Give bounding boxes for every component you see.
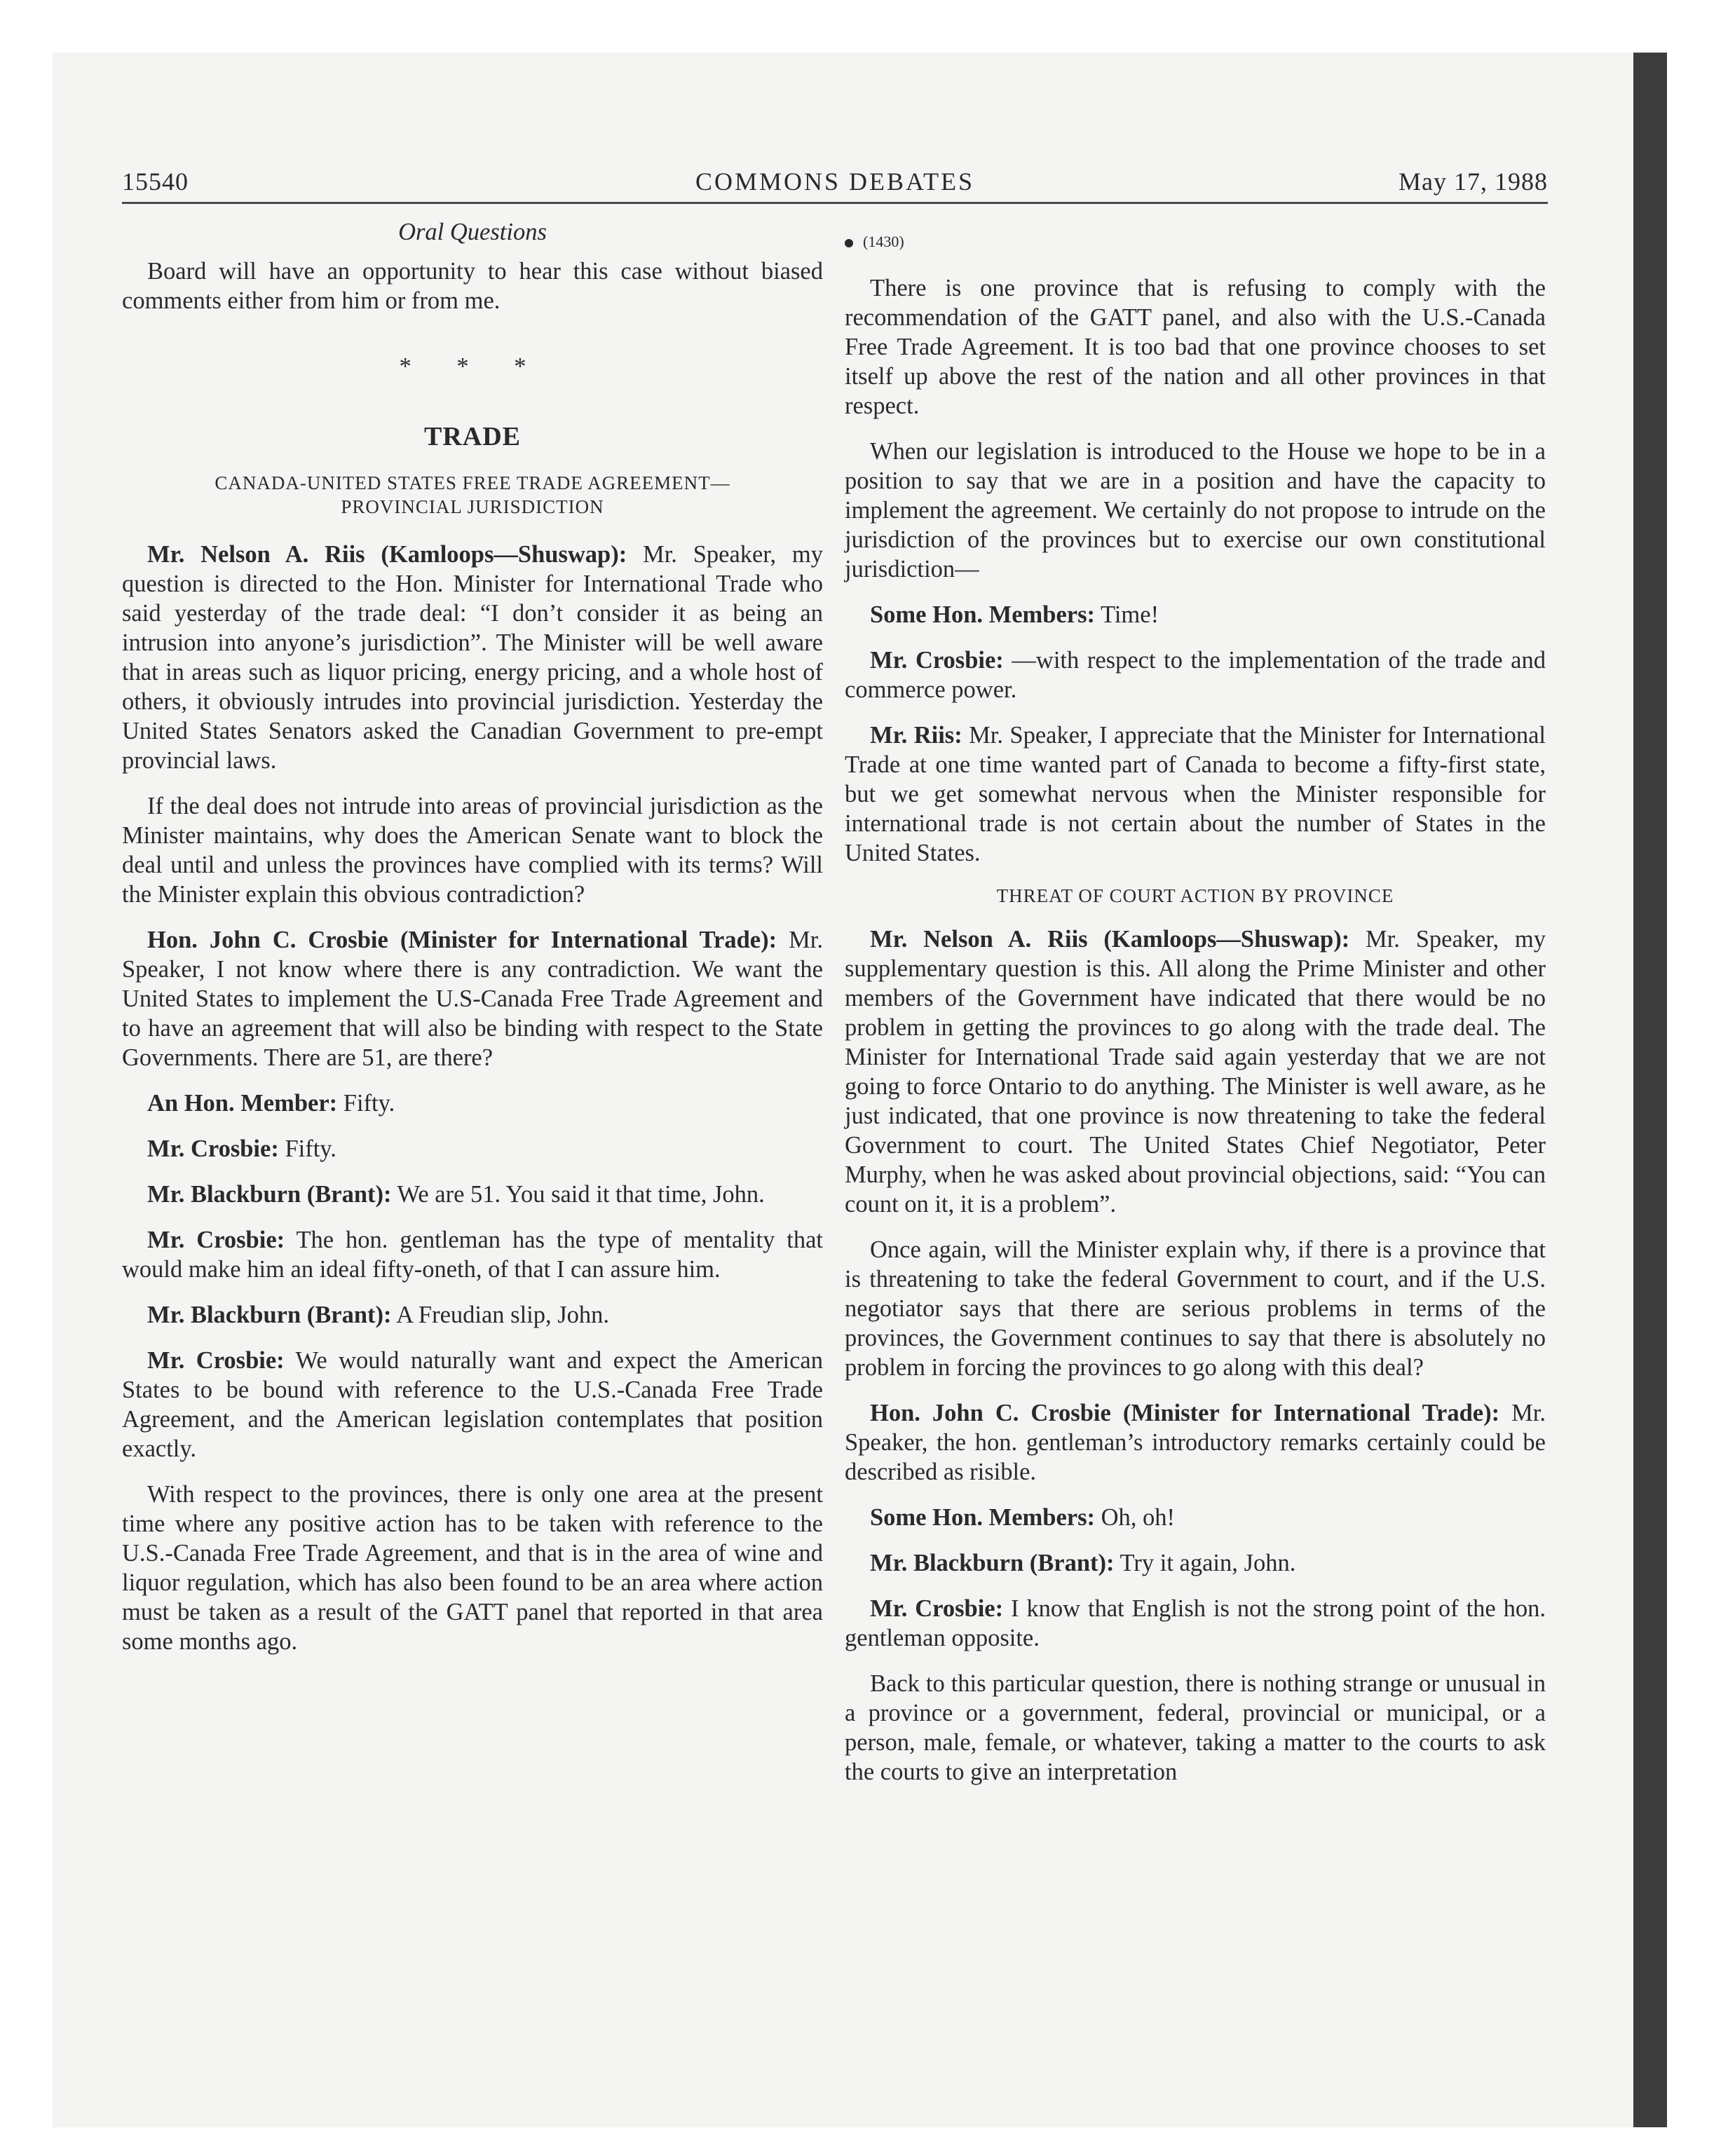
- speech-paragraph: Mr. Blackburn (Brant): We are 51. You said it that time, John.: [147, 1181, 765, 1208]
- speech-paragraph: Mr. Crosbie: We would naturally want and expect the American States to be bound with reference to the U.S.-Canada Free Trade Agreement, and the American legislation contemplates that position exactly.: [122, 1347, 823, 1462]
- speaker-name: Mr. Crosbie:: [147, 1135, 279, 1162]
- speech-paragraph: Some Hon. Members: Oh, oh!: [870, 1504, 1176, 1531]
- subheading: THREAT OF COURT ACTION BY PROVINCE: [996, 885, 1394, 906]
- speaker-name: Hon. John C. Crosbie (Minister for International Trade):: [147, 927, 777, 953]
- running-head: Oral Questions: [398, 219, 547, 245]
- section-break: * * *: [399, 353, 546, 380]
- subheading: CANADA-UNITED STATES FREE TRADE AGREEMENT— PROVINCIAL JURISDICTION: [215, 472, 730, 517]
- speech-paragraph: Mr. Crosbie: —with respect to the implementation of the trade and commerce power.: [845, 647, 1546, 703]
- speech-paragraph: Mr. Blackburn (Brant): Try it again, John.: [870, 1550, 1296, 1576]
- bullet-icon: [845, 239, 853, 247]
- speaker-name: Some Hon. Members:: [870, 1504, 1095, 1531]
- speaker-name: Hon. John C. Crosbie (Minister for International Trade):: [870, 1400, 1500, 1426]
- publication-title: COMMONS DEBATES: [695, 168, 975, 196]
- speech-paragraph: Mr. Nelson A. Riis (Kamloops—Shuswap): Mr. Speaker, my supplementary question is this. All along the Prime Minister and other members of the Government have indicated that there would be no problem in getting the provinces to go along with the trade deal. The Minister for International Trade said again yesterday that we are not going to force Ontario to do anything. The Minister is well aware, as he just indicated, that one province is now threatening to take the federal Government to court. The United States Chief Negotiator, Peter Murphy, when he was asked about provincial objections, said: “You can count on it, it is a problem”.: [845, 926, 1546, 1217]
- speaker-name: An Hon. Member:: [147, 1090, 338, 1117]
- speech-paragraph: Hon. John C. Crosbie (Minister for International Trade): Mr. Speaker, I not know where there is any contradiction. We want the United States to implement the U.S-Canada Free Trade Agreement and to have an agreement that will also be binding with respect to the State Governments. There are 51, are there?: [122, 927, 824, 1071]
- speech-paragraph: Mr. Nelson A. Riis (Kamloops—Shuswap): Mr. Speaker, my question is directed to the Hon. Minister for International Trade who said yesterday of the trade deal: “I don’t consider it as being an intrusion into anyone’s jurisdiction”. The Minister will be well aware that in areas such as liquor pricing, energy pricing, and a whole host of others, it obviously intrudes into provincial jurisdiction. Yesterday the United States Senators asked the Canadian Government to pre-empt provincial laws.: [122, 541, 823, 774]
- speech-paragraph: An Hon. Member: Fifty.: [147, 1090, 395, 1117]
- speaker-name: Mr. Nelson A. Riis (Kamloops—Shuswap):: [147, 541, 627, 568]
- speaker-name: Mr. Crosbie:: [147, 1347, 285, 1374]
- speaker-name: Mr. Blackburn (Brant):: [147, 1302, 392, 1328]
- speech-paragraph: Some Hon. Members: Time!: [870, 601, 1159, 628]
- speaker-name: Mr. Crosbie:: [147, 1227, 285, 1253]
- speech-paragraph: Mr. Crosbie: I know that English is not the strong point of the hon. gentleman opposite.: [845, 1595, 1546, 1651]
- speech-paragraph: Once again, will the Minister explain why, if there is a province that is threatening to take the federal Government to court, and if the U.S. negotiator says that there are serious problems in terms of the provinces, the Government continues to say that there is absolutely no problem in forcing the provinces to go along with this deal?: [845, 1236, 1546, 1381]
- scan-edge: [1633, 53, 1667, 2127]
- speech-paragraph: If the deal does not intrude into areas of provincial jurisdiction as the Minister maintains, why does the American Senate want to block the deal until and unless the provinces have complied with its terms? Will the Minister explain this obvious contradiction?: [122, 793, 823, 908]
- speaker-name: Mr. Crosbie:: [870, 1595, 1004, 1622]
- speech-paragraph: When our legislation is introduced to the House we hope to be in a position to say that we are in a position and have the capacity to implement the agreement. We certainly do not propose to intrude on the jurisdiction of the provinces but to exercise our own constitutional jurisdiction—: [845, 438, 1546, 582]
- speech-paragraph: Mr. Crosbie: The hon. gentleman has the type of mentality that would make him an ideal fifty-oneth, of that I can assure him.: [122, 1227, 823, 1283]
- speech-paragraph: There is one province that is refusing to comply with the recommendation of the GATT panel, and also with the U.S.-Canada Free Trade Agreement. It is too bad that one province chooses to set itself up above the rest of the nation and all other provinces in that respect.: [845, 275, 1546, 419]
- speech-paragraph: Hon. John C. Crosbie (Minister for International Trade): Mr. Speaker, the hon. gentleman’s introductory remarks certainly could be described as risible.: [845, 1400, 1546, 1485]
- speaker-name: Mr. Crosbie:: [870, 647, 1004, 674]
- speech-paragraph: With respect to the provinces, there is only one area at the present time where any positive action has to be taken with reference to the U.S.-Canada Free Trade Agreement, and that is in the area of wine and liquor regulation, which has also been found to be an area where action must be taken as a result of the GATT panel that reported in that area some months ago.: [122, 1481, 823, 1655]
- intro-paragraph: Board will have an opportunity to hear this case without biased comments either from him or from me.: [122, 258, 823, 314]
- right-column: [845, 217, 1546, 1803]
- speaker-name: Mr. Nelson A. Riis (Kamloops—Shuswap):: [870, 926, 1350, 953]
- section-heading: TRADE: [423, 422, 522, 451]
- page-header: [122, 167, 1548, 202]
- page-number: 15540: [122, 168, 189, 196]
- speaker-name: Mr. Blackburn (Brant):: [870, 1550, 1115, 1576]
- speech-paragraph: Mr. Blackburn (Brant): A Freudian slip, John.: [147, 1302, 610, 1328]
- time-marker: (1430): [845, 227, 1546, 257]
- speaker-name: Some Hon. Members:: [870, 601, 1095, 628]
- left-column: [122, 217, 823, 1672]
- issue-date: May 17, 1988: [1399, 168, 1548, 196]
- speech-paragraph: Mr. Riis: Mr. Speaker, I appreciate that the Minister for International Trade at one time wanted part of Canada to become a fifty-first state, but we get somewhat nervous when the Minister responsible for international trade is not certain about the number of States in the United States.: [845, 722, 1546, 866]
- speech-paragraph: Back to this particular question, there is nothing strange or unusual in a province or a government, federal, provincial or municipal, or a person, male, female, or whatever, taking a matter to the courts to ask the courts to give an interpretation: [845, 1670, 1546, 1785]
- speech-paragraph: Mr. Crosbie: Fifty.: [147, 1135, 336, 1162]
- speaker-name: Mr. Riis:: [870, 722, 962, 749]
- speaker-name: Mr. Blackburn (Brant):: [147, 1181, 392, 1208]
- header-rule: [122, 202, 1548, 204]
